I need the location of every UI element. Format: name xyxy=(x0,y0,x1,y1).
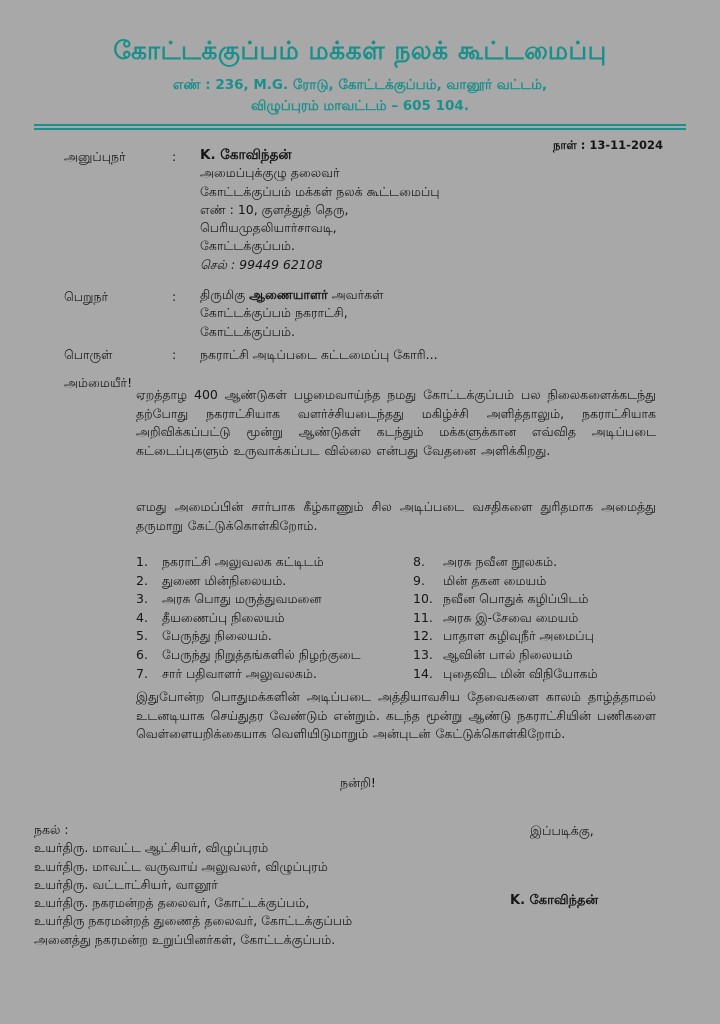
list-item-text: தீயணைப்பு நிலையம் xyxy=(162,609,285,625)
address-line-1: எண் : 236, M.G. ரோடு, கோட்டக்குப்பம், வானூர் வட்டம், xyxy=(172,77,548,93)
body-paragraph-2: எமது அமைப்பின் சார்பாக கீழ்காணும் சில அடிப்படை வசதிகளை துரிதமாக அமைத்து தருமாறு கேட்டுக்கொள்கிறோம். xyxy=(136,499,656,533)
list-item xyxy=(136,609,361,628)
copy-recipient: உயர்திரு. மாவட்ட வருவாய் அலுவலர், விழுப்புரம் xyxy=(34,858,328,874)
list-item xyxy=(413,646,598,665)
list-item-number: 7. xyxy=(136,665,148,681)
salutation: அம்மையீர்! xyxy=(64,375,133,390)
date-value: 13-11-2024 xyxy=(589,138,663,152)
list-item-text: அரசு இ-சேவை மையம் xyxy=(443,609,579,625)
copy-recipient: உயர்திரு. நகரமன்றத் தலைவர், கோட்டக்குப்பம், xyxy=(34,895,310,911)
date xyxy=(553,138,663,154)
list-item-number: 9. xyxy=(413,572,425,588)
signatory-name: K. கோவிந்தன் xyxy=(510,893,599,908)
header-divider-top xyxy=(34,124,686,126)
body-paragraph-1: ஏறத்தாழ 400 ஆண்டுகள் பழமைவாய்ந்த நமது கோட்டக்குப்பம் பல நிலைகளைக்கடந்து தற்போது நகராட்சியாக வளர்ச்சியடைந்தது மகிழ்ச்சி அளித்தாலும், நகராட்சியாக அறிவிக்கப்பட்டு மூன்று ஆண்டுகள் கடந்தும் மக்களுக்கான எவ்வித அடிப்படை கட்டைப்புகளும் உருவாக்கப்பட வில்லை என்பது வேதனை அளிக்கிறது. xyxy=(136,387,656,458)
copy-recipient: அனைத்து நகரமன்ற உறுப்பினர்கள், கோட்டக்குப்பம். xyxy=(34,931,336,947)
recipient-colon: : xyxy=(172,289,177,304)
body-paragraph-3: இதுபோன்ற பொதுமக்களின் அடிப்படை அத்தியாவசிய தேவைகளை காலம் தாழ்த்தாமல் உடனடியாக செய்துதர வேண்டும் என்றும். கடந்த மூன்று ஆண்டு நகராட்சியின் பணிகளை வெள்ளையறிக்கையாக வெளியிடுமாறும் அன்புடன் கேட்டுக்கொள்கிறோம். xyxy=(136,689,656,742)
list-item-text: நவீன பொதுக் கழிப்பிடம் xyxy=(443,591,589,607)
list-item-number: 10. xyxy=(413,591,433,607)
list-item-number: 11. xyxy=(413,609,433,625)
list-item-number: 14. xyxy=(413,665,433,681)
list-item-number: 2. xyxy=(136,572,148,588)
recipient-block xyxy=(200,286,383,341)
copies-block xyxy=(34,821,352,949)
sender-block xyxy=(200,146,440,274)
list-item xyxy=(413,627,598,646)
list-item-text: புதைவிட மின் விநியோகம் xyxy=(443,665,598,681)
thanks-text: நன்றி! xyxy=(340,775,376,790)
list-item-text: நகராட்சி அலுவலக கட்டிடம் xyxy=(162,554,324,569)
recipient-label: பெறுநர் xyxy=(64,289,109,304)
copies-label: நகல் : xyxy=(34,822,69,837)
list-item-number: 13. xyxy=(413,646,433,662)
subject-text: நகராட்சி அடிப்படை கட்டமைப்பு கோரி... xyxy=(200,347,438,362)
sender-line: பெரியமுதலியார்சாவடி, xyxy=(200,220,337,236)
list-item xyxy=(136,646,361,665)
list-item-text: பேருந்து நிலையம். xyxy=(162,628,272,644)
demands-list-left xyxy=(136,553,361,683)
list-item xyxy=(413,553,598,572)
recipient-suffix: அவர்கள் xyxy=(331,287,384,302)
sender-line: கோட்டக்குப்பம். xyxy=(200,238,295,254)
sender-line: அமைப்புக்குழு தலைவர் xyxy=(200,165,340,181)
header-divider-bottom xyxy=(34,128,686,130)
list-item-text: ஆவின் பால் நிலையம் xyxy=(443,646,573,662)
list-item-number: 8. xyxy=(413,554,425,569)
list-item-text: பேருந்து நிறுத்தங்களில் நிழற்குடை xyxy=(162,646,361,662)
date-label: நாள் : xyxy=(553,138,586,152)
list-item xyxy=(413,609,598,628)
sender-phone: செல் : 99449 62108 xyxy=(200,256,323,272)
sender-colon: : xyxy=(172,149,177,164)
sender-name: K. கோவிந்தன் xyxy=(200,147,292,163)
list-item-number: 5. xyxy=(136,628,148,644)
sender-line: எண் : 10, குளத்துத் தெரு, xyxy=(200,201,349,217)
list-item-number: 1. xyxy=(136,554,148,569)
subject-colon: : xyxy=(172,347,177,362)
list-item xyxy=(413,590,598,609)
demands-list-right xyxy=(413,553,598,683)
list-item-text: மின் தகன மையம் xyxy=(443,572,547,588)
list-item xyxy=(136,590,361,609)
sender-line: கோட்டக்குப்பம் மக்கள் நலக் கூட்டமைப்பு xyxy=(200,183,440,199)
recipient-line: கோட்டக்குப்பம். xyxy=(200,323,295,339)
list-item-text: அரசு நவீன நூலகம். xyxy=(443,554,558,569)
list-item-text: அரசு பொது மருத்துவமனை xyxy=(162,591,322,607)
list-item-text: சார் பதிவாளர் அலுவலகம். xyxy=(162,665,317,681)
list-item-text: பாதாள கழிவுநீர் அமைப்பு xyxy=(443,628,594,644)
copy-recipient: உயர்திரு. வட்டாட்சியர், வானூர் xyxy=(34,876,218,892)
list-item xyxy=(136,572,361,591)
organization-name: கோட்டக்குப்பம் மக்கள் நலக் கூட்டமைப்பு xyxy=(113,36,607,65)
subject-label: பொருள் xyxy=(64,347,113,362)
list-item xyxy=(136,553,361,572)
address-line-2: விழுப்புரம் மாவட்டம் – 605 104. xyxy=(251,98,469,114)
copy-recipient: உயர்திரு. மாவட்ட ஆட்சியர், விழுப்புரம் xyxy=(34,840,269,856)
recipient-prefix: திருமிகு xyxy=(200,287,246,302)
list-item xyxy=(136,627,361,646)
list-item-number: 3. xyxy=(136,591,148,607)
list-item-text: துணை மின்நிலையம். xyxy=(162,572,287,588)
list-item-number: 4. xyxy=(136,609,148,625)
list-item-number: 6. xyxy=(136,646,148,662)
recipient-title-line xyxy=(200,286,383,304)
list-item xyxy=(413,572,598,591)
sender-label: அனுப்புநர் xyxy=(64,149,126,164)
recipient-line: கோட்டக்குப்பம் நகராட்சி, xyxy=(200,305,348,321)
list-item xyxy=(413,665,598,684)
copy-recipient: உயர்திரு நகரமன்றத் துணைத் தலைவர், கோட்டக்குப்பம் xyxy=(34,913,353,929)
recipient-title: ஆணையாளர் xyxy=(249,287,328,302)
list-item-number: 12. xyxy=(413,628,433,644)
closing-text: இப்படிக்கு, xyxy=(530,823,594,838)
list-item xyxy=(136,665,361,684)
